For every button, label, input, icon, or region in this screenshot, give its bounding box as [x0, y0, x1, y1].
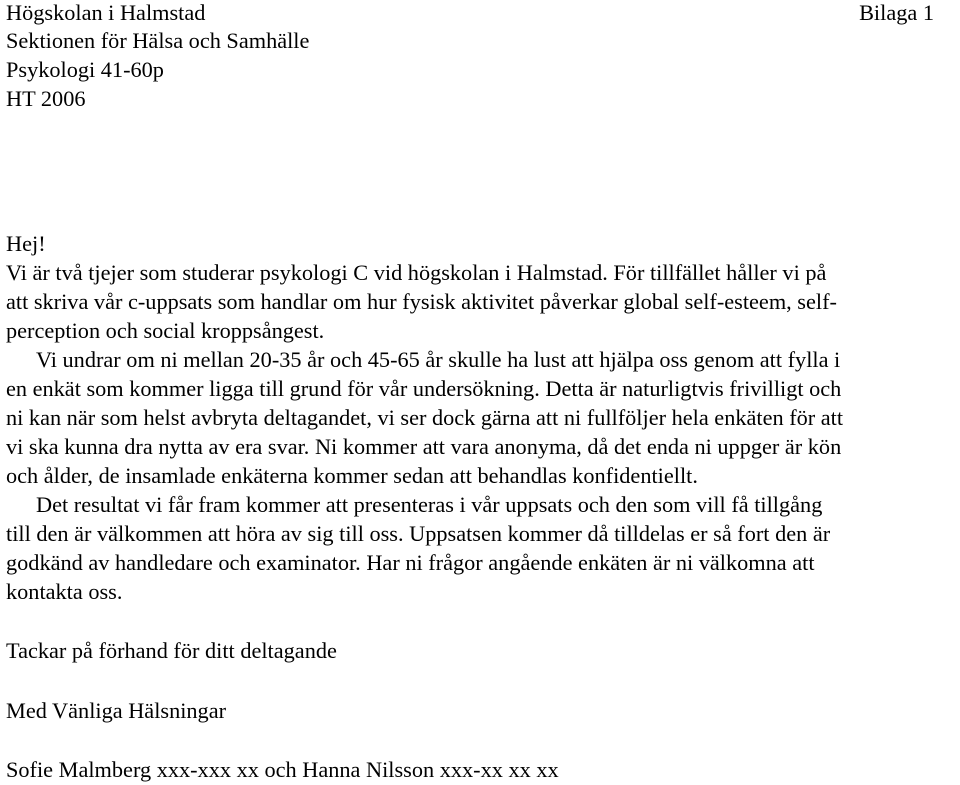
paragraph-2-line: en enkät som kommer ligga till grund för vår undersökning. Detta är naturligtvis frivilligt och — [6, 376, 842, 401]
term-label: HT 2006 — [6, 86, 86, 111]
paragraph-3-line: kontakta oss. — [6, 579, 123, 604]
closing-line: Med Vänliga Hälsningar — [6, 698, 227, 723]
paragraph-1-line: Vi är två tjejer som studerar psykologi C vid högskolan i Halmstad. För tillfället håller vi på — [6, 260, 827, 285]
paragraph-3-line: till den är välkommen att höra av sig till oss. Uppsatsen kommer då tilldelas er så fort den är — [6, 521, 831, 546]
paragraph-2-line: ni kan när som helst avbryta deltagandet, vi ser dock gärna att ni fullföljer hela enkäten för att — [6, 405, 844, 430]
course-name: Psykologi 41-60p — [6, 57, 164, 82]
greeting: Hej! — [6, 231, 46, 256]
section-name: Sektionen för Hälsa och Samhälle — [6, 28, 310, 53]
paragraph-2-line: vi ska kunna dra nytta av era svar. Ni kommer att vara anonyma, då det enda ni uppger är kön — [6, 434, 842, 459]
thanks-line: Tackar på förhand för ditt deltagande — [6, 638, 337, 663]
paragraph-3-line: Det resultat vi får fram kommer att presenteras i vår uppsats och den som vill få tillgång — [36, 492, 823, 517]
paragraph-2-line: och ålder, de insamlade enkäterna kommer sedan att behandlas konfidentiellt. — [6, 463, 698, 488]
paragraph-2-line: Vi undrar om ni mellan 20-35 år och 45-65 år skulle ha lust att hjälpa oss genom att fylla i — [36, 347, 841, 372]
appendix-label: Bilaga 1 — [859, 0, 934, 25]
paragraph-1-line: perception och social kroppsångest. — [6, 318, 325, 343]
signature-line: Sofie Malmberg xxx-xxx xx och Hanna Nilsson xxx-xx xx xx — [6, 757, 559, 782]
document-page — [6, 0, 960, 785]
institution-name: Högskolan i Halmstad — [6, 0, 206, 25]
paragraph-3-line: godkänd av handledare och examinator. Har ni frågor angående enkäten är ni välkomna att — [6, 550, 815, 575]
paragraph-1-line: att skriva vår c-uppsats som handlar om hur fysisk aktivitet påverkar global self-esteem, self- — [6, 289, 837, 314]
